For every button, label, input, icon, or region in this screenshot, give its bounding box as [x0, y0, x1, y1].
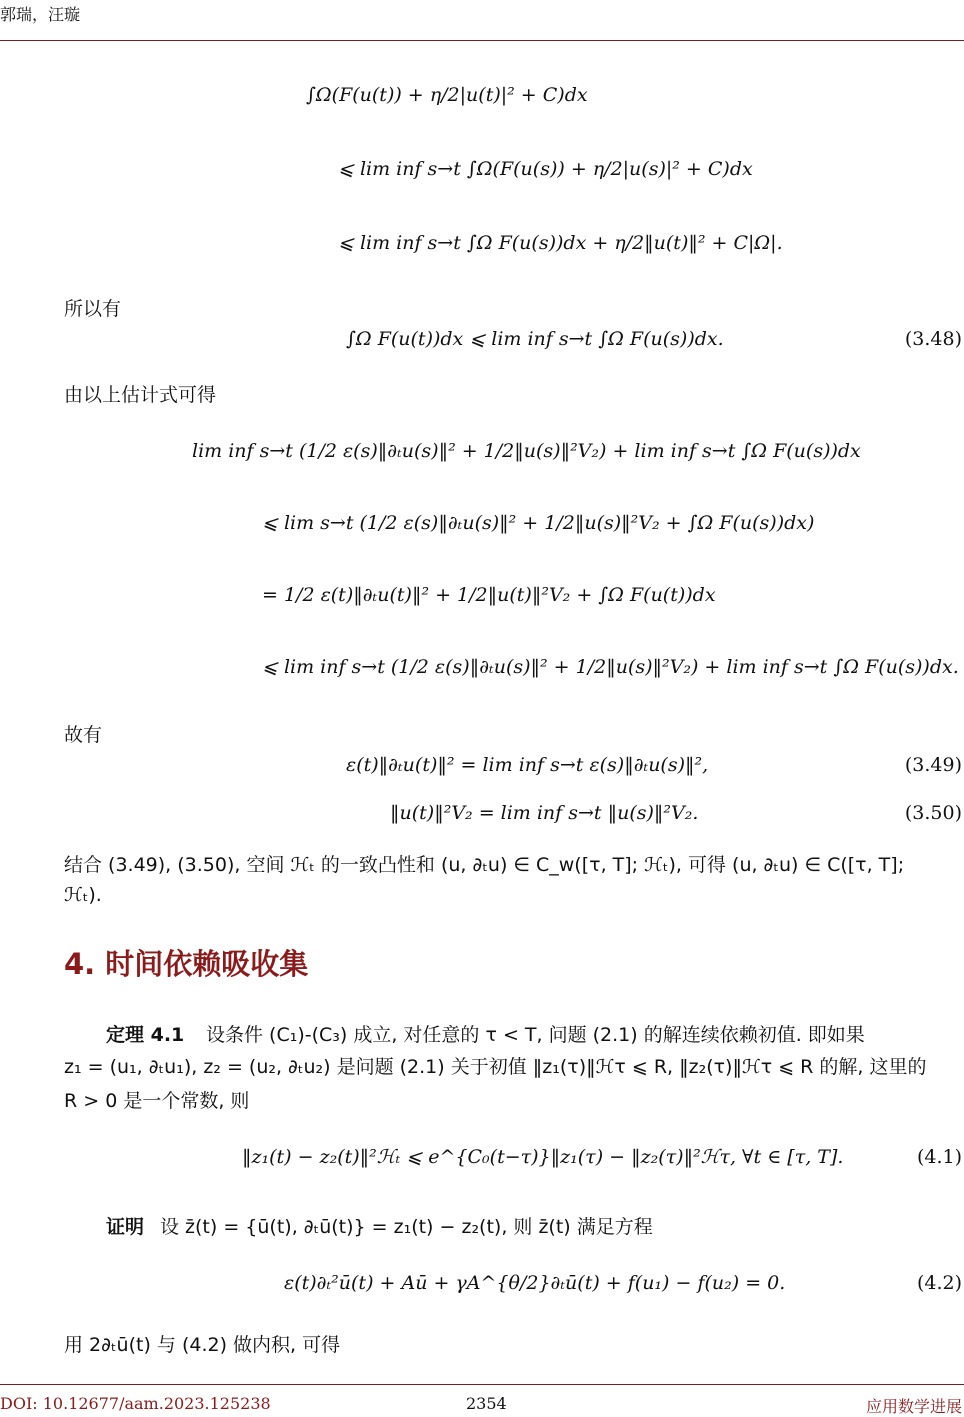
equation-number-3-49: (3.49) [904, 754, 962, 776]
equation-3-49: ε(t)‖∂ₜu(t)‖² = lim inf s→t ε(s)‖∂ₜu(s)‖², [346, 754, 709, 776]
text-final: 用 2∂ₜū(t) 与 (4.2) 做内积, 可得 [64, 1334, 341, 1356]
equation-3-50: ‖u(t)‖²V₂ = lim inf s→t ‖u(s)‖²V₂. [390, 802, 699, 824]
equation-number-4-2: (4.2) [916, 1272, 962, 1294]
running-header-authors: 郭瑞，汪璇 [0, 5, 81, 24]
footer-page-number: 2354 [466, 1394, 507, 1413]
proof-label-text: 证明 [106, 1216, 145, 1238]
header-rule [0, 40, 964, 41]
theorem-label-text: 定理 4.1 [106, 1024, 185, 1046]
footer-journal: 应用数学进展 [865, 1397, 962, 1416]
paragraph-combine-line1: 结合 (3.49), (3.50), 空间 ℋₜ 的一致凸性和 (u, ∂ₜu) ∈ C_w([τ, T]; ℋₜ), 可得 (u, ∂ₜu) ∈ C([τ, T]; [64, 854, 905, 876]
theorem-line2: z₁ = (u₁, ∂ₜu₁), z₂ = (u₂, ∂ₜu₂) 是问题 (2.1) 关于初值 ‖z₁(τ)‖ℋτ ⩽ R, ‖z₂(τ)‖ℋτ ⩽ R 的解, 这里的 [64, 1056, 927, 1078]
section-heading: 4. 时间依赖吸收集 [64, 947, 309, 981]
equation-4-1: ‖z₁(t) − z₂(t)‖²ℋₜ ⩽ e^{C₀(t−τ)}‖z₁(τ) − ‖z₂(τ)‖²ℋτ, ∀t ∈ [τ, T]. [242, 1146, 844, 1168]
paragraph-combine-line2: ℋₜ). [64, 884, 102, 906]
footer-rule [0, 1384, 964, 1385]
equation-block1-line2: ⩽ lim inf s→t ∫Ω(F(u(s)) + η/2|u(s)|² + C)dx [338, 158, 753, 180]
equation-number-3-50: (3.50) [904, 802, 962, 824]
equation-number-4-1: (4.1) [916, 1146, 962, 1168]
equation-3-48: ∫Ω F(u(t))dx ⩽ lim inf s→t ∫Ω F(u(s))dx. [346, 328, 724, 350]
text-suoyiyou: 所以有 [64, 298, 122, 320]
text-guyou: 故有 [64, 724, 103, 746]
equation-block2-line2: ⩽ lim s→t (1/2 ε(s)‖∂ₜu(s)‖² + 1/2‖u(s)‖²V₂ + ∫Ω F(u(s))dx) [262, 512, 815, 534]
equation-block2-line4: ⩽ lim inf s→t (1/2 ε(s)‖∂ₜu(s)‖² + 1/2‖u(s)‖²V₂) + lim inf s→t ∫Ω F(u(s))dx. [262, 656, 959, 678]
equation-block2-line3: = 1/2 ε(t)‖∂ₜu(t)‖² + 1/2‖u(t)‖²V₂ + ∫Ω F(u(t))dx [262, 584, 716, 606]
footer-doi: DOI: 10.12677/aam.2023.125238 [0, 1394, 271, 1413]
proof-text: 设 z̄(t) = {ū(t), ∂ₜū(t)} = z₁(t) − z₂(t), 则 z̄(t) 满足方程 [160, 1216, 653, 1238]
theorem-line3: R > 0 是一个常数, 则 [64, 1090, 250, 1112]
equation-number-3-48: (3.48) [904, 328, 962, 350]
text-youyishang: 由以上估计式可得 [64, 384, 217, 406]
proof-label [106, 1212, 144, 1239]
equation-4-2: ε(t)∂ₜ²ū(t) + Aū + γA^{θ/2}∂ₜū(t) + f(u₁) − f(u₂) = 0. [284, 1272, 786, 1294]
equation-block1-line3: ⩽ lim inf s→t ∫Ω F(u(s))dx + η/2‖u(t)‖² + C|Ω|. [338, 232, 783, 254]
theorem-label [106, 1020, 184, 1047]
theorem-line1: 设条件 (C₁)-(C₃) 成立, 对任意的 τ < T, 问题 (2.1) 的解连续依赖初值. 即如果 [206, 1024, 865, 1046]
equation-block1-line1: ∫Ω(F(u(t)) + η/2|u(t)|² + C)dx [306, 84, 588, 106]
equation-block2-line1: lim inf s→t (1/2 ε(s)‖∂ₜu(s)‖² + 1/2‖u(s)‖²V₂) + lim inf s→t ∫Ω F(u(s))dx [192, 440, 861, 462]
